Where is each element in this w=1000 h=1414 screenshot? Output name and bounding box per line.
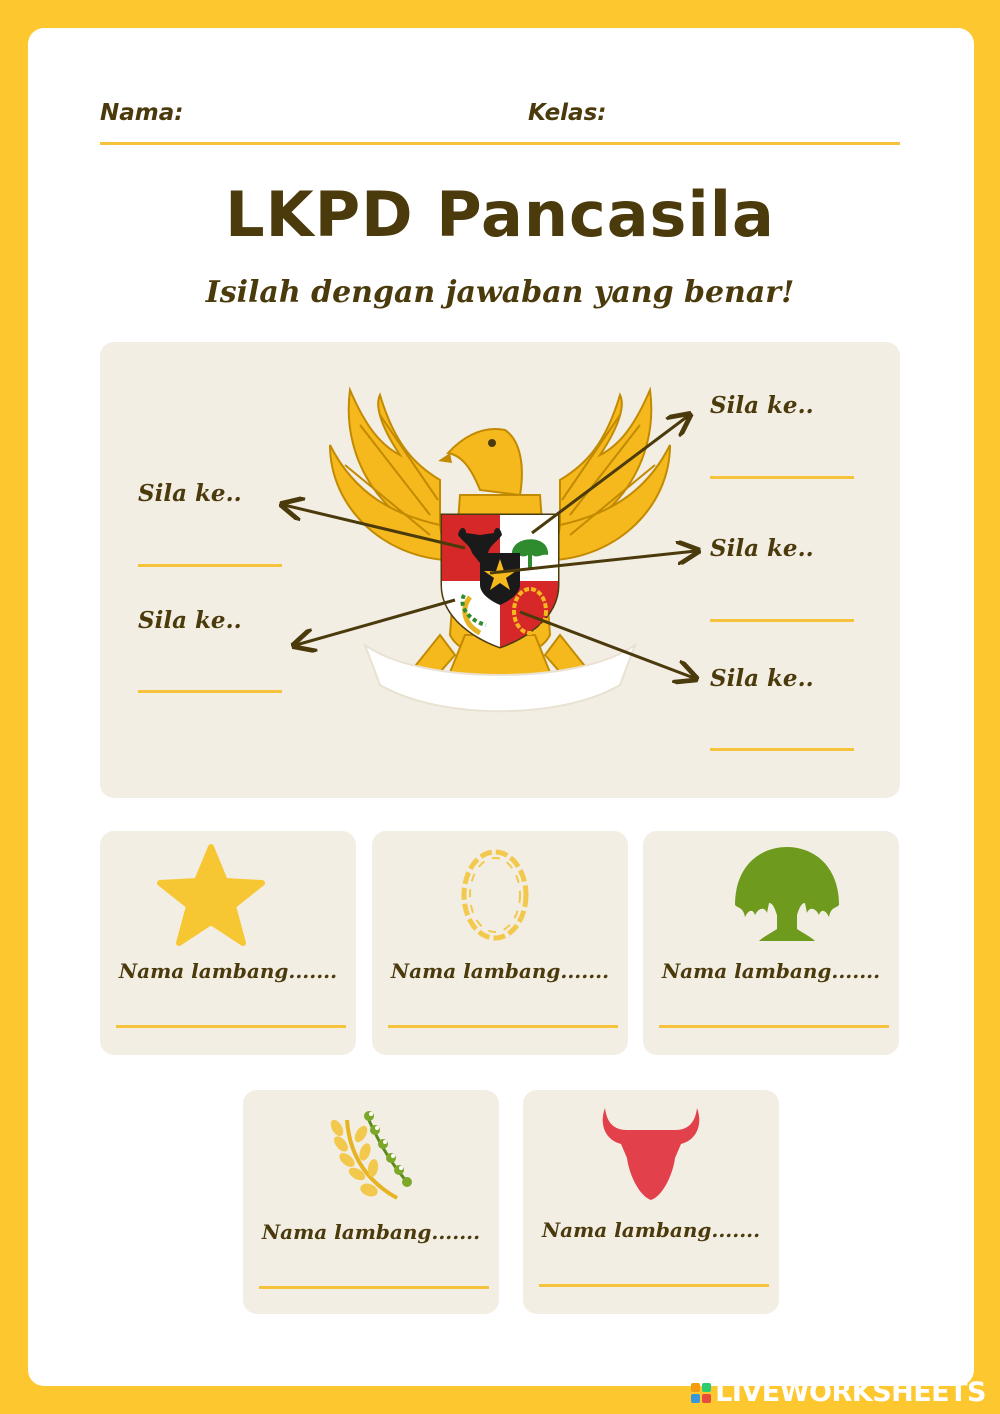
- brand-text: LIVEWORKSHEETS: [715, 1377, 986, 1408]
- card-rice-cotton-answer-line[interactable]: [259, 1286, 489, 1289]
- card-chain-label: Nama lambang.......: [390, 959, 610, 983]
- card-chain: [372, 831, 628, 1055]
- card-tree: [643, 831, 899, 1055]
- rice-cotton-icon: [327, 1108, 417, 1204]
- card-rice-cotton-label: Nama lambang.......: [261, 1220, 481, 1244]
- answer-line-lower-left[interactable]: [138, 690, 282, 693]
- card-tree-answer-line[interactable]: [659, 1025, 889, 1028]
- answer-line-upper-left[interactable]: [138, 564, 282, 567]
- sila-label-bottom-right: Sila ke..: [710, 665, 814, 692]
- page-title: LKPD Pancasila: [225, 178, 775, 251]
- sila-label-lower-left: Sila ke..: [138, 607, 242, 634]
- card-star: [100, 831, 356, 1055]
- card-star-label: Nama lambang.......: [118, 959, 338, 983]
- sila-label-middle-right: Sila ke..: [710, 535, 814, 562]
- card-bull: [523, 1090, 779, 1314]
- sila-label-upper-left: Sila ke..: [138, 480, 242, 507]
- card-tree-label: Nama lambang.......: [661, 959, 881, 983]
- answer-line-bottom-right[interactable]: [710, 748, 854, 751]
- card-bull-answer-line[interactable]: [539, 1284, 769, 1287]
- instruction-text: Isilah dengan jawaban yang benar!: [205, 275, 795, 310]
- bull-head-icon: [599, 1104, 703, 1202]
- card-chain-answer-line[interactable]: [388, 1025, 618, 1028]
- chain-icon: [455, 843, 535, 947]
- answer-line-middle-right[interactable]: [710, 619, 854, 622]
- answer-line-top-right[interactable]: [710, 476, 854, 479]
- sila-label-top-right: Sila ke..: [710, 392, 814, 419]
- name-label: Nama:: [100, 100, 184, 126]
- card-rice-cotton: [243, 1090, 499, 1314]
- card-bull-label: Nama lambang.......: [541, 1218, 761, 1242]
- liveworksheets-mark-icon: [691, 1383, 711, 1403]
- card-star-answer-line[interactable]: [116, 1025, 346, 1028]
- star-icon: [156, 843, 266, 947]
- banyan-tree-icon: [731, 845, 843, 945]
- liveworksheets-logo[interactable]: [691, 1377, 986, 1408]
- class-label: Kelas:: [528, 100, 607, 126]
